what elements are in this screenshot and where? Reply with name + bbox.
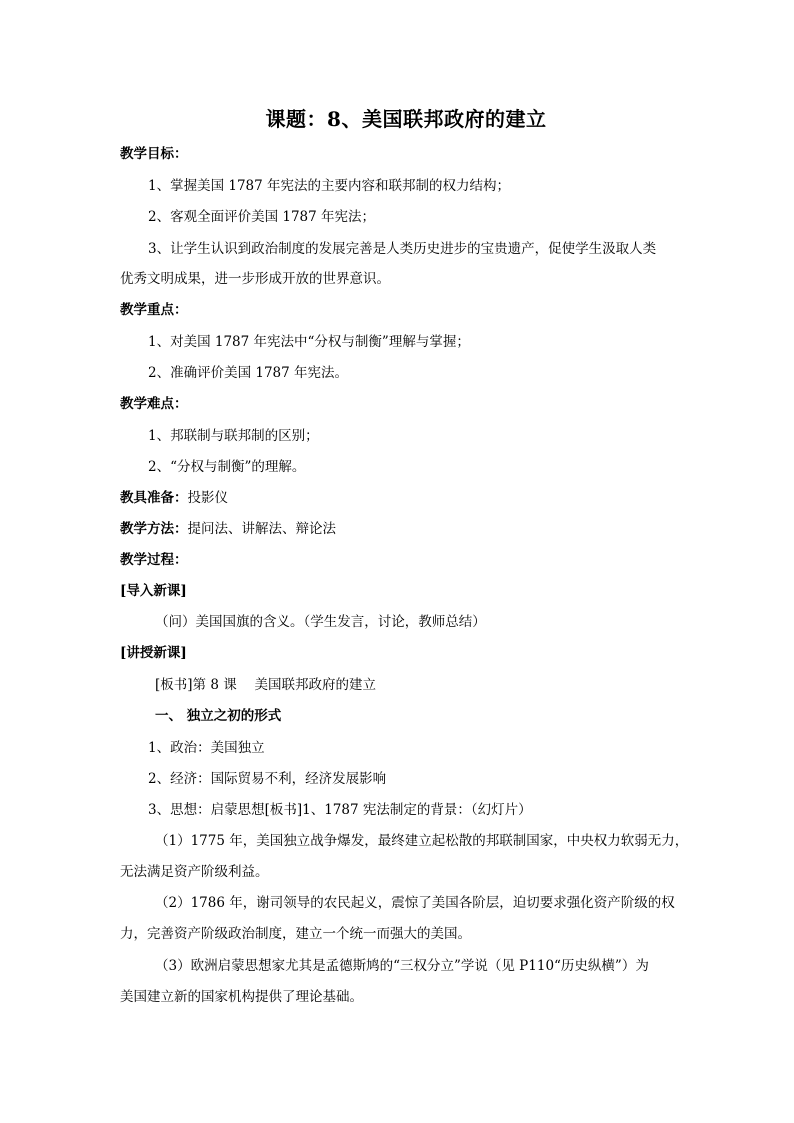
difficulties-heading: 教学难点： [120,396,188,412]
key-point-item: 1、对美国 1787 年宪法中“分权与制衡”理解与掌握； [148,334,470,350]
board-note: [板书]第 8 课 美国联邦政府的建立 [155,677,376,693]
objective-item: 3、让学生认识到政治制度的发展完善是人类历史进步的宝贵遗产，促使学生汲取人类 [148,241,657,257]
background-paragraph-continued: 美国建立新的国家机构提供了理论基础。 [120,989,363,1005]
difficulty-item: 1、邦联制与联邦制的区别； [148,428,319,444]
tools-value: 投影仪 [187,490,228,506]
objective-item: 1、掌握美国 1787 年宪法的主要内容和联邦制的权力结构； [148,178,511,194]
tools-row [120,489,228,507]
section-heading: 一、 独立之初的形式 [155,708,282,724]
tools-label: 教具准备： [120,490,188,506]
lecture-item: 2、经济：国际贸易不利，经济发展影响 [148,771,387,787]
objectives-heading: 教学目标： [120,146,188,162]
methods-row [120,520,336,538]
process-heading: 教学过程： [120,552,188,568]
lecture-heading: [讲授新课] [120,645,187,661]
background-paragraph: （1）1775 年，美国独立战争爆发，最终建立起松散的邦联制国家，中央权力软弱无力， [155,833,689,849]
methods-label: 教学方法： [120,521,188,537]
intro-heading: [导入新课] [120,583,187,599]
page-title: 课题：8、美国联邦政府的建立 [265,107,547,131]
objective-item-continued: 优秀文明成果，进一步形成开放的世界意识。 [120,271,390,287]
background-paragraph: （2）1786 年，谢司领导的农民起义，震惊了美国各阶层，迫切要求强化资产阶级的权 [155,895,675,911]
objective-item: 2、客观全面评价美国 1787 年宪法； [148,209,376,225]
intro-text: （问）美国国旗的含义。（学生发言，讨论，教师总结） [155,614,486,630]
key-point-item: 2、准确评价美国 1787 年宪法。 [148,365,349,381]
background-paragraph: （3）欧洲启蒙思想家尤其是孟德斯鸠的“三权分立”学说（见 P110“历史纵横”）为 [155,958,649,974]
background-paragraph-continued: 力，完善资产阶级政治制度，建立一个统一而强大的美国。 [120,926,471,942]
key-points-heading: 教学重点： [120,302,188,318]
background-paragraph-continued: 无法满足资产阶级利益。 [120,864,269,880]
difficulty-item: 2、“分权与制衡”的理解。 [148,459,306,475]
lecture-item: 3、思想：启蒙思想[板书]1、1787 宪法制定的背景：（幻灯片） [148,802,532,818]
lecture-item: 1、政治：美国独立 [148,740,265,756]
methods-value: 提问法、讲解法、辩论法 [187,521,336,537]
